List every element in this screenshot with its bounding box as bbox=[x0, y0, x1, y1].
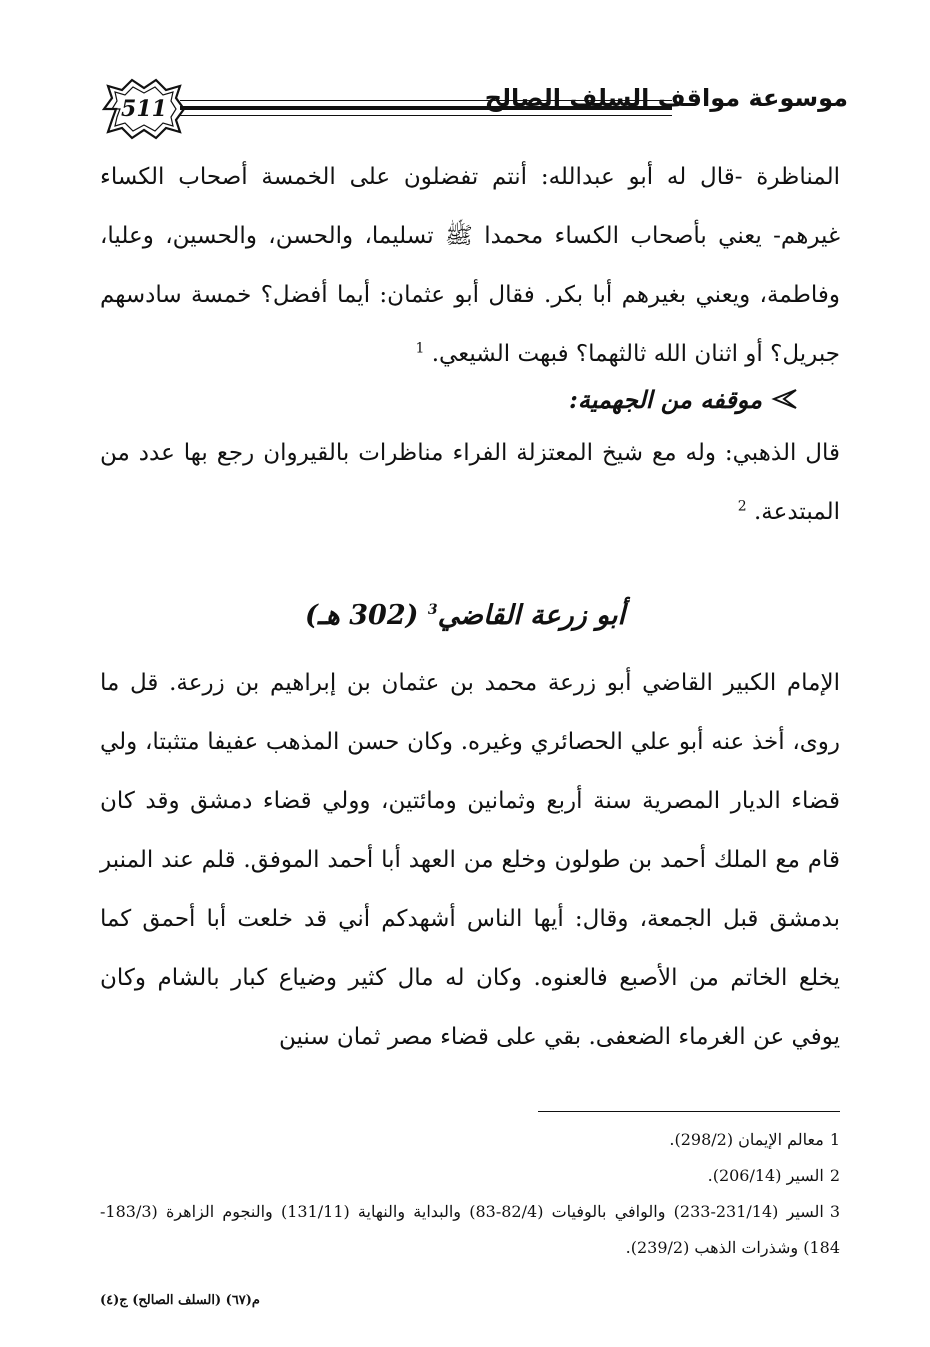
footnote-ref-2: 2 bbox=[737, 498, 747, 515]
section-heading: موقفه من الجهمية: bbox=[569, 385, 762, 414]
paragraph-2-text: قال الذهبي: وله مع شيخ المعتزلة الفراء مناظرات بالقيروان رجع بها عدد من المبتدعة. bbox=[100, 440, 840, 525]
biography-date: (302 هـ) bbox=[304, 600, 419, 631]
biography-body: الإمام الكبير القاضي أبو زرعة محمد بن عثمان بن إبراهيم بن زرعة. قل ما روى، أخذ عنه أبو علي الحصائري وغيره. وكان حسن المذهب عفيفا متثبتا، ولي قضاء الديار المصرية سنة أربع وثمانين ومائتين، وولي قضاء دمشق وقد كان قام مع الملك أحمد بن طولون وخلع من العهد أبا أحمد الموفق. قلم عند المنبر بدمشق قبل الجمعة، وقال: أيها الناس أشهدكم أني قد خلعت أبا أحمق كما يخلع الخاتم من الأصبع فالعنوه. وكان له مال كثير وضياع كبار بالشام وكان يوفي عن الغرماء الضعفى. بقي على قضاء مصر ثمان سنين bbox=[100, 670, 840, 1050]
paragraph-1-text: المناظرة -قال له أبو عبدالله: أنتم تفضلون على الخمسة أصحاب الكساء غيرهم- يعني بأصحاب الكساء محمدا ﷺ تسليما، والحسن، والحسين، وعليا، وفاطمة، ويعني بغيرهم أبا بكر. فقال أبو عثمان: أيما أفضل؟ خمسة سادسهم جبريل؟ أو اثنان الله ثالثهما؟ فبهت الشيعي. bbox=[100, 164, 840, 367]
page-number: 511 bbox=[121, 96, 167, 122]
arrow-bullet-icon bbox=[770, 388, 798, 410]
biography-name: أبو زرعة القاضي bbox=[437, 600, 626, 631]
footnote-number: 2 bbox=[829, 1166, 840, 1185]
footnote-1 bbox=[100, 1122, 840, 1158]
footnotes bbox=[100, 1122, 840, 1266]
running-title: موسوعة مواقف السلف الصالح bbox=[484, 84, 848, 112]
footnote-text: معالم الإيمان (298/2). bbox=[669, 1130, 824, 1149]
page-header bbox=[98, 78, 848, 148]
footnote-number: 1 bbox=[829, 1130, 840, 1149]
footnote-ref-1: 1 bbox=[415, 340, 425, 357]
footnote-text: السير (231/14-233) والوافي بالوفيات (82/4-83) والبداية والنهاية (131/11) والنجوم الزاهرة (183/3-184) وشذرات الذهب (239/2). bbox=[100, 1202, 840, 1257]
footnote-ref-3: 3 bbox=[427, 602, 438, 618]
paragraph-1 bbox=[100, 148, 840, 384]
header-rule-bottom bbox=[180, 115, 672, 116]
biography-title bbox=[270, 600, 660, 631]
footnote-text: السير (206/14). bbox=[707, 1166, 824, 1185]
footnote-number: 3 bbox=[829, 1202, 841, 1221]
footnote-2 bbox=[100, 1158, 840, 1194]
page-signature: م(٦٧) (السلف الصالح) ج(٤) bbox=[100, 1293, 260, 1308]
page-number-badge bbox=[98, 78, 190, 140]
footnote-separator bbox=[538, 1111, 840, 1112]
paragraph-2 bbox=[100, 424, 840, 542]
footnote-3 bbox=[100, 1194, 840, 1266]
